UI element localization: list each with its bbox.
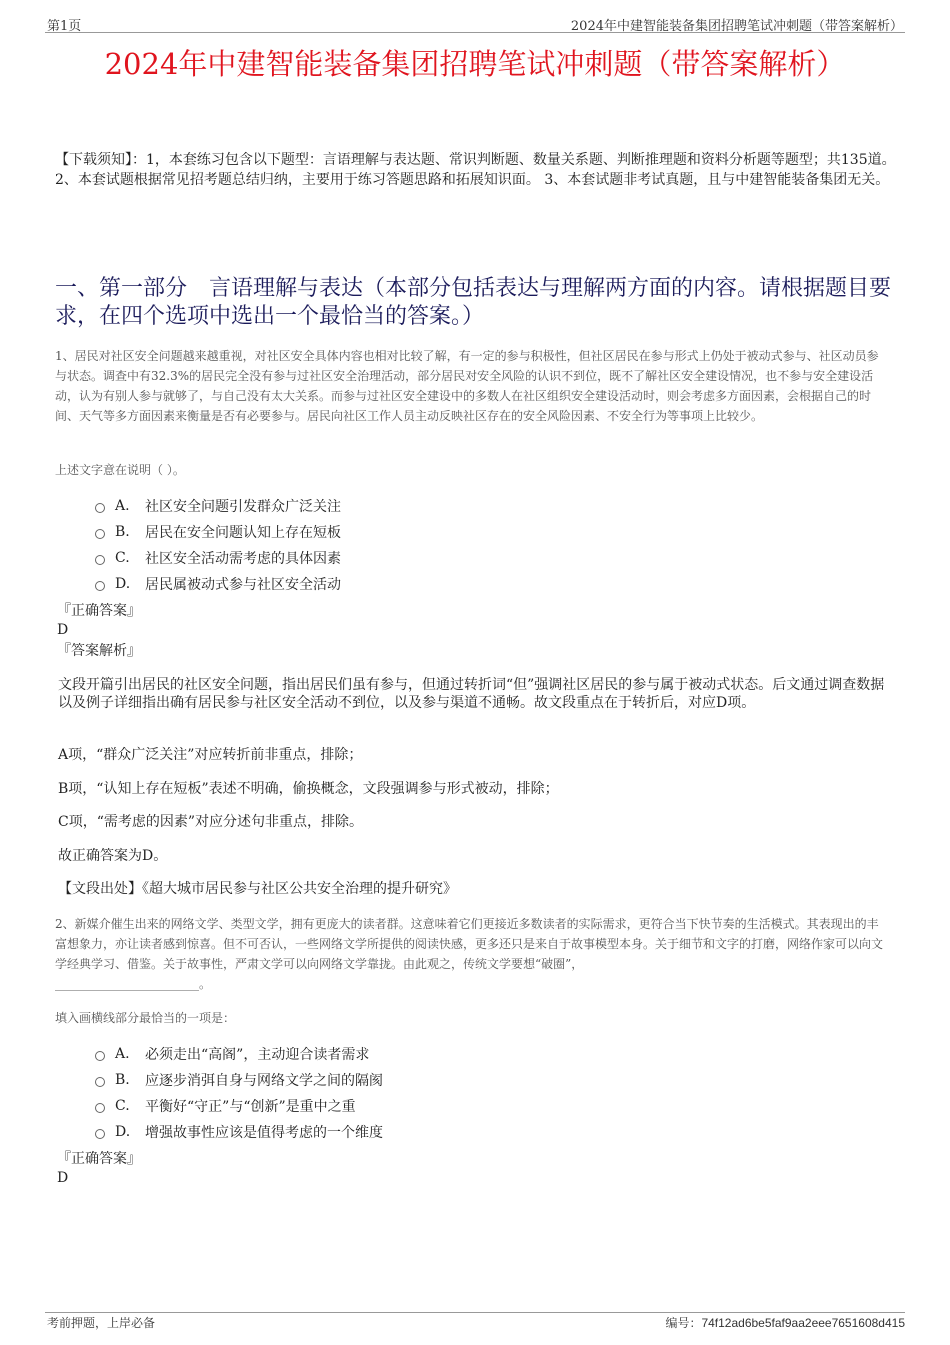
q1-analysis-para: 文段开篇引出居民的社区安全问题，指出居民们虽有参与，但通过转折词“但”强调社区居民的参与属于被动式状态。后文通过调查数据以及例子详细指出确有居民参与社区安全活动不到位，以及参与渠道不通畅。故文段重点在于转折后，对应D项。 (58, 677, 885, 711)
q1-option-c[interactable]: C. 社区安全活动需考虑的具体因素 (95, 548, 341, 568)
question-2-text: 2、新媒介催生出来的网络文学、类型文学，拥有更庞大的读者群。这意味着它们更接近多数读者的实际需求，更符合当下快节奏的生活模式。其表现出的丰富想象力，亦让读者感到惊喜。但不可否认，一些网络文学所提供的阅读快感，更多还只是来自于故事模型本身。关于细节和文字的打磨，网络作家可以向文学经典学习、借鉴。关于故事性，严肃文学可以向网络文学靠拢。由此观之，传统文学要想“破圈”， (55, 917, 884, 971)
q2-answer: D (57, 1170, 69, 1186)
q1-analysis-label: 『答案解析』 (57, 643, 141, 659)
q2-option-b[interactable]: B. 应逐步消弭自身与网络文学之间的隔阂 (95, 1070, 383, 1090)
radio-icon[interactable] (95, 503, 105, 513)
q2-option-d[interactable]: D. 增强故事性应该是值得考虑的一个维度 (95, 1122, 383, 1142)
radio-icon[interactable] (95, 581, 105, 591)
radio-icon[interactable] (95, 1077, 105, 1087)
header-doc-title: 2024年中建智能装备集团招聘笔试冲刺题（带答案解析） (570, 19, 903, 34)
q2-option-a[interactable]: A. 必须走出“高阁”，主动迎合读者需求 (95, 1044, 369, 1064)
footer-slogan: 考前押题，上岸必备 (47, 1316, 156, 1330)
question-1-prompt: 上述文字意在说明（ ）。 (55, 463, 185, 477)
header-divider (45, 32, 905, 33)
document-title: 2024年中建智能装备集团招聘笔试冲刺题（带答案解析） (104, 47, 846, 81)
q1-answer-label: 『正确答案』 (57, 603, 141, 619)
radio-icon[interactable] (95, 1051, 105, 1061)
q1-source: 【文段出处】《超大城市居民参与社区公共安全治理的提升研究》 (58, 881, 457, 897)
q1-analysis-a: A项，“群众广泛关注”对应转折前非重点，排除； (58, 747, 363, 763)
q1-answer: D (57, 622, 69, 638)
radio-icon[interactable] (95, 529, 105, 539)
q1-conclusion: 故正确答案为D。 (58, 848, 168, 864)
download-notice: 【下载须知】：1，本套练习包含以下题型：言语理解与表达题、常识判断题、数量关系题、判断推理题和资料分析题等题型；共135道。 2、本套试题根据常见招考题总结归纳，主要用于练习答题思路和拓展知识面。 3、本套试题非考试真题，且与中建智能装备集团无关。 (55, 152, 896, 188)
question-2-blank: ________________________。 (55, 977, 212, 991)
q1-option-b[interactable]: B. 居民在安全问题认知上存在短板 (95, 522, 341, 542)
footer-id: 编号：74f12ad6be5faf9aa2eee7651608d415 (665, 1316, 905, 1330)
page-number: 第1页 (47, 19, 82, 34)
section-heading: 一、第一部分 言语理解与表达（本部分包括表达与理解两方面的内容。请根据题目要求，在四个选项中选出一个最恰当的答案。） (55, 276, 892, 329)
q1-analysis-c: C项，“需考虑的因素”对应分述句非重点，排除。 (58, 814, 364, 830)
radio-icon[interactable] (95, 1103, 105, 1113)
question-2-prompt: 填入画横线部分最恰当的一项是： (55, 1011, 236, 1025)
q1-option-a[interactable]: A. 社区安全问题引发群众广泛关注 (95, 496, 341, 516)
q1-option-d[interactable]: D. 居民属被动式参与社区安全活动 (95, 574, 341, 594)
radio-icon[interactable] (95, 555, 105, 565)
q2-answer-label: 『正确答案』 (57, 1151, 141, 1167)
footer-divider (45, 1312, 905, 1313)
question-1-text: 1、居民对社区安全问题越来越重视，对社区安全具体内容也相对比较了解，有一定的参与积极性，但社区居民在参与形式上仍处于被动式参与、社区动员参与状态。调查中有32.3%的居民完全没有参与过社区安全治理活动，部分居民对安全风险的认识不到位，既不了解社区安全建设情况，也不参与安全建设活动，认为有别人参与就够了，与自己没有太大关系。而参与过社区安全建设中的多数人在社区组织安全建设活动时，则会考虑多方面因素，会根据自己的时间、天气等多方面因素来衡量是否有必要参与。居民向社区工作人员主动反映社区存在的安全风险因素、不安全行为等事项上比较少。 (55, 349, 879, 423)
q2-option-c[interactable]: C. 平衡好“守正”与“创新”是重中之重 (95, 1096, 356, 1116)
q1-analysis-b: B项，“认知上存在短板”表述不明确，偷换概念，文段强调参与形式被动，排除； (58, 781, 559, 797)
radio-icon[interactable] (95, 1129, 105, 1139)
